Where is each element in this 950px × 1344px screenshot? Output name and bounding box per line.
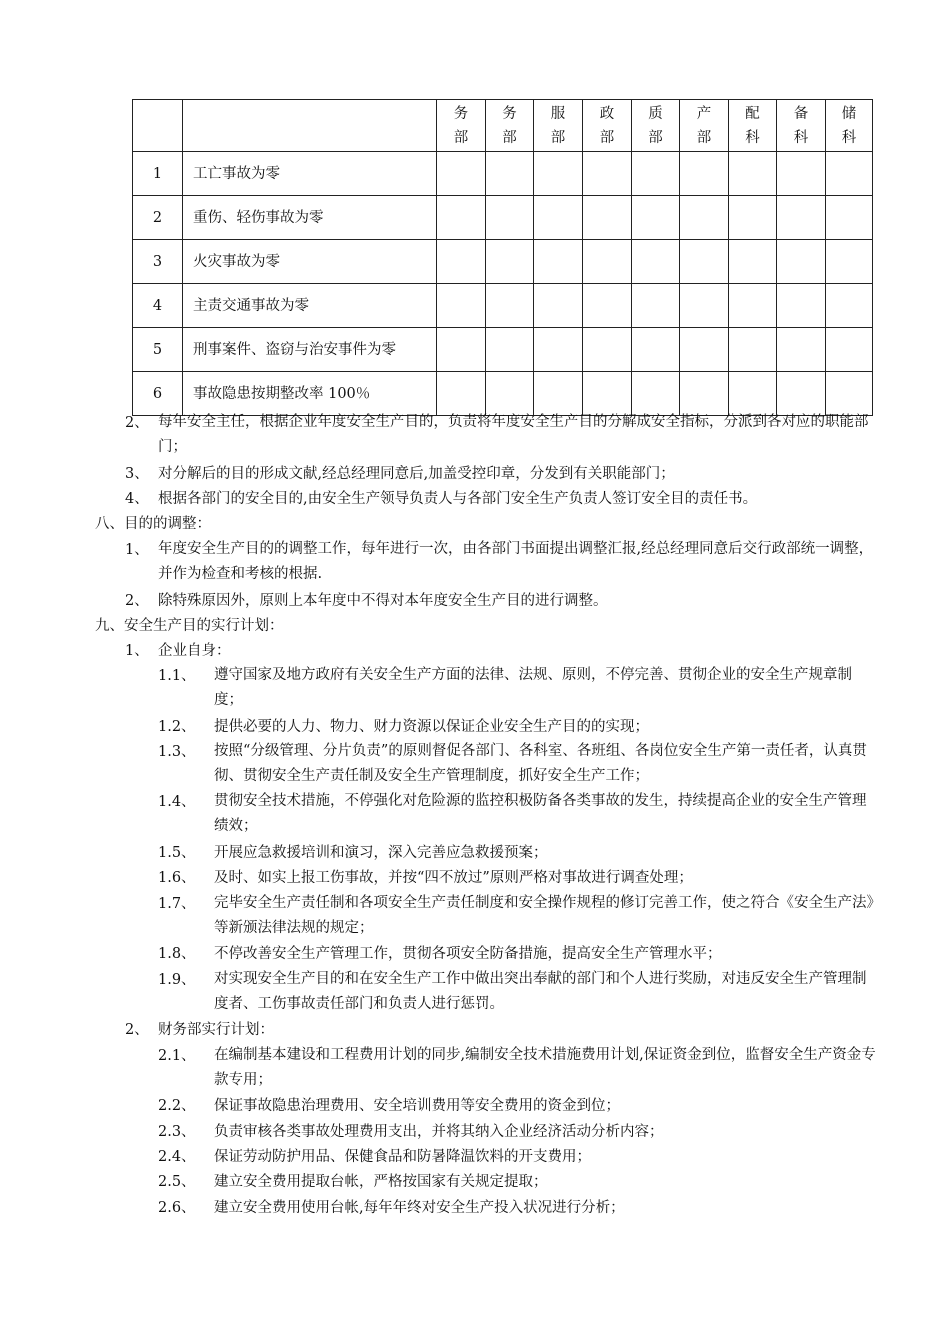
section-heading: 九、安全生产目的实行计划： — [95, 618, 284, 634]
header-cell-number — [133, 100, 183, 152]
dept-header: 务 部 — [486, 100, 534, 152]
safety-goals-table — [132, 99, 873, 416]
list-number: 2、 — [125, 415, 149, 431]
list-number: 2.3、 — [158, 1124, 196, 1140]
list-number: 1、 — [125, 643, 149, 659]
dept-header: 备 科 — [777, 100, 826, 152]
table-row — [133, 372, 873, 416]
dept-header: 服 部 — [534, 100, 583, 152]
row-number: 2 — [133, 196, 183, 240]
list-number: 1.5、 — [158, 845, 196, 861]
table-row — [133, 152, 873, 196]
list-number: 1.4、 — [158, 794, 196, 810]
row-number: 4 — [133, 284, 183, 328]
list-number: 2.1、 — [158, 1048, 196, 1064]
list-item-text: 及时、如实上报工伤事故，并按“四不放过”原则严格对事故进行调查处理； — [214, 870, 693, 886]
list-number: 2.2、 — [158, 1098, 196, 1114]
list-number: 1.8、 — [158, 946, 196, 962]
list-item-text: 开展应急救援培训和演习，深入完善应急救援预案； — [214, 845, 548, 861]
list-item-text: 对分解后的目的形成文献,经总经理同意后,加盖受控印章，分发到有关职能部门； — [158, 466, 675, 482]
row-goal: 刑事案件、盗窃与治安事件为零 — [183, 328, 437, 372]
list-item-text: 完毕安全生产责任制和各项安全生产责任制度和安全操作规程的修订完善工作，使之符合《安全生产法》等新颁法律法规的规定； — [214, 895, 874, 936]
list-item-text: 除特殊原因外，原则上本年度中不得对本年度安全生产目的进行调整。 — [158, 593, 608, 609]
list-item-text: 不停改善安全生产管理工作，贯彻各项安全防备措施，提高安全生产管理水平； — [214, 946, 722, 962]
list-item-text: 保证事故隐患治理费用、安全培训费用等安全费用的资金到位； — [214, 1098, 620, 1114]
list-item-text: 对实现安全生产目的和在安全生产工作中做出突出奉献的部门和个人进行奖励，对违反安全生产管理制度者、工伤事故责任部门和负责人进行惩罚。 — [214, 971, 867, 1012]
dept-header: 产 部 — [680, 100, 729, 152]
row-goal: 主责交通事故为零 — [183, 284, 437, 328]
list-number: 2.5、 — [158, 1174, 196, 1190]
row-number: 5 — [133, 328, 183, 372]
subsection-heading: 财务部实行计划： — [158, 1022, 274, 1038]
list-number: 1.6、 — [158, 870, 196, 886]
row-goal: 重伤、轻伤事故为零 — [183, 196, 437, 240]
list-item-text: 年度安全生产目的的调整工作，每年进行一次，由各部门书面提出调整汇报,经总经理同意后交行政部统一调整，并作为检查和考核的根据. — [158, 541, 874, 582]
list-number: 2、 — [125, 593, 149, 609]
list-item-text: 贯彻安全技术措施，不停强化对危险源的监控积极防备各类事故的发生，持续提高企业的安全生产管理绩效； — [214, 793, 867, 834]
list-number: 1.3、 — [158, 744, 196, 760]
list-item-text: 负责审核各类事故处理费用支出，并将其纳入企业经济活动分析内容； — [214, 1124, 664, 1140]
row-number: 1 — [133, 152, 183, 196]
dept-header: 务 部 — [437, 100, 486, 152]
list-item-text: 保证劳动防护用品、保健食品和防暑降温饮料的开支费用； — [214, 1149, 591, 1165]
row-number: 3 — [133, 240, 183, 284]
table-row — [133, 284, 873, 328]
dept-header: 政 部 — [583, 100, 632, 152]
list-item-text: 提供必要的人力、物力、财力资源以保证企业安全生产目的的实现； — [214, 719, 649, 735]
table-row — [133, 196, 873, 240]
list-item-text: 根据各部门的安全目的,由安全生产领导负责人与各部门安全生产负责人签订安全目的责任书。 — [158, 491, 758, 507]
list-number: 1.2、 — [158, 719, 196, 735]
section-heading: 八、目的的调整： — [95, 516, 211, 532]
dept-header: 配 科 — [729, 100, 777, 152]
list-item-text: 遵守国家及地方政府有关安全生产方面的法律、法规、原则，不停完善、贯彻企业的安全生产规章制度； — [214, 667, 852, 708]
row-goal: 事故隐患按期整改率 100％ — [183, 372, 437, 416]
table-row — [133, 240, 873, 284]
dept-header: 质 部 — [632, 100, 680, 152]
list-number: 1.7、 — [158, 896, 196, 912]
row-goal: 火灾事故为零 — [183, 240, 437, 284]
row-goal: 工亡事故为零 — [183, 152, 437, 196]
list-item-text: 在编制基本建设和工程费用计划的同步,编制安全技术措施费用计划,保证资金到位，监督安全生产资金专款专用； — [214, 1047, 876, 1088]
list-number: 4、 — [125, 491, 149, 507]
list-number: 1.1、 — [158, 668, 196, 684]
header-cell-item — [183, 100, 437, 152]
table-row — [133, 328, 873, 372]
list-item-text: 建立安全费用使用台帐,每年年终对安全生产投入状况进行分析； — [214, 1200, 625, 1216]
row-number: 6 — [133, 372, 183, 416]
list-number: 2.4、 — [158, 1149, 196, 1165]
list-item-text: 按照“分级管理、分片负责”的原则督促各部门、各科室、各班组、各岗位安全生产第一责任者，认真贯彻、贯彻安全生产责任制及安全生产管理制度，抓好安全生产工作； — [214, 743, 867, 784]
list-item-text: 每年安全主任，根据企业年度安全生产目的，负责将年度安全生产目的分解成安全指标，分派到各对应的职能部门； — [158, 414, 869, 455]
list-number: 1.9、 — [158, 972, 196, 988]
list-number: 2、 — [125, 1022, 149, 1038]
table-header-row — [133, 100, 873, 152]
list-number: 1、 — [125, 542, 149, 558]
list-item-text: 建立安全费用提取台帐，严格按国家有关规定提取； — [214, 1174, 548, 1190]
subsection-heading: 企业自身： — [158, 643, 231, 659]
list-number: 2.6、 — [158, 1200, 196, 1216]
list-number: 3、 — [125, 466, 149, 482]
dept-header: 储 科 — [826, 100, 873, 152]
